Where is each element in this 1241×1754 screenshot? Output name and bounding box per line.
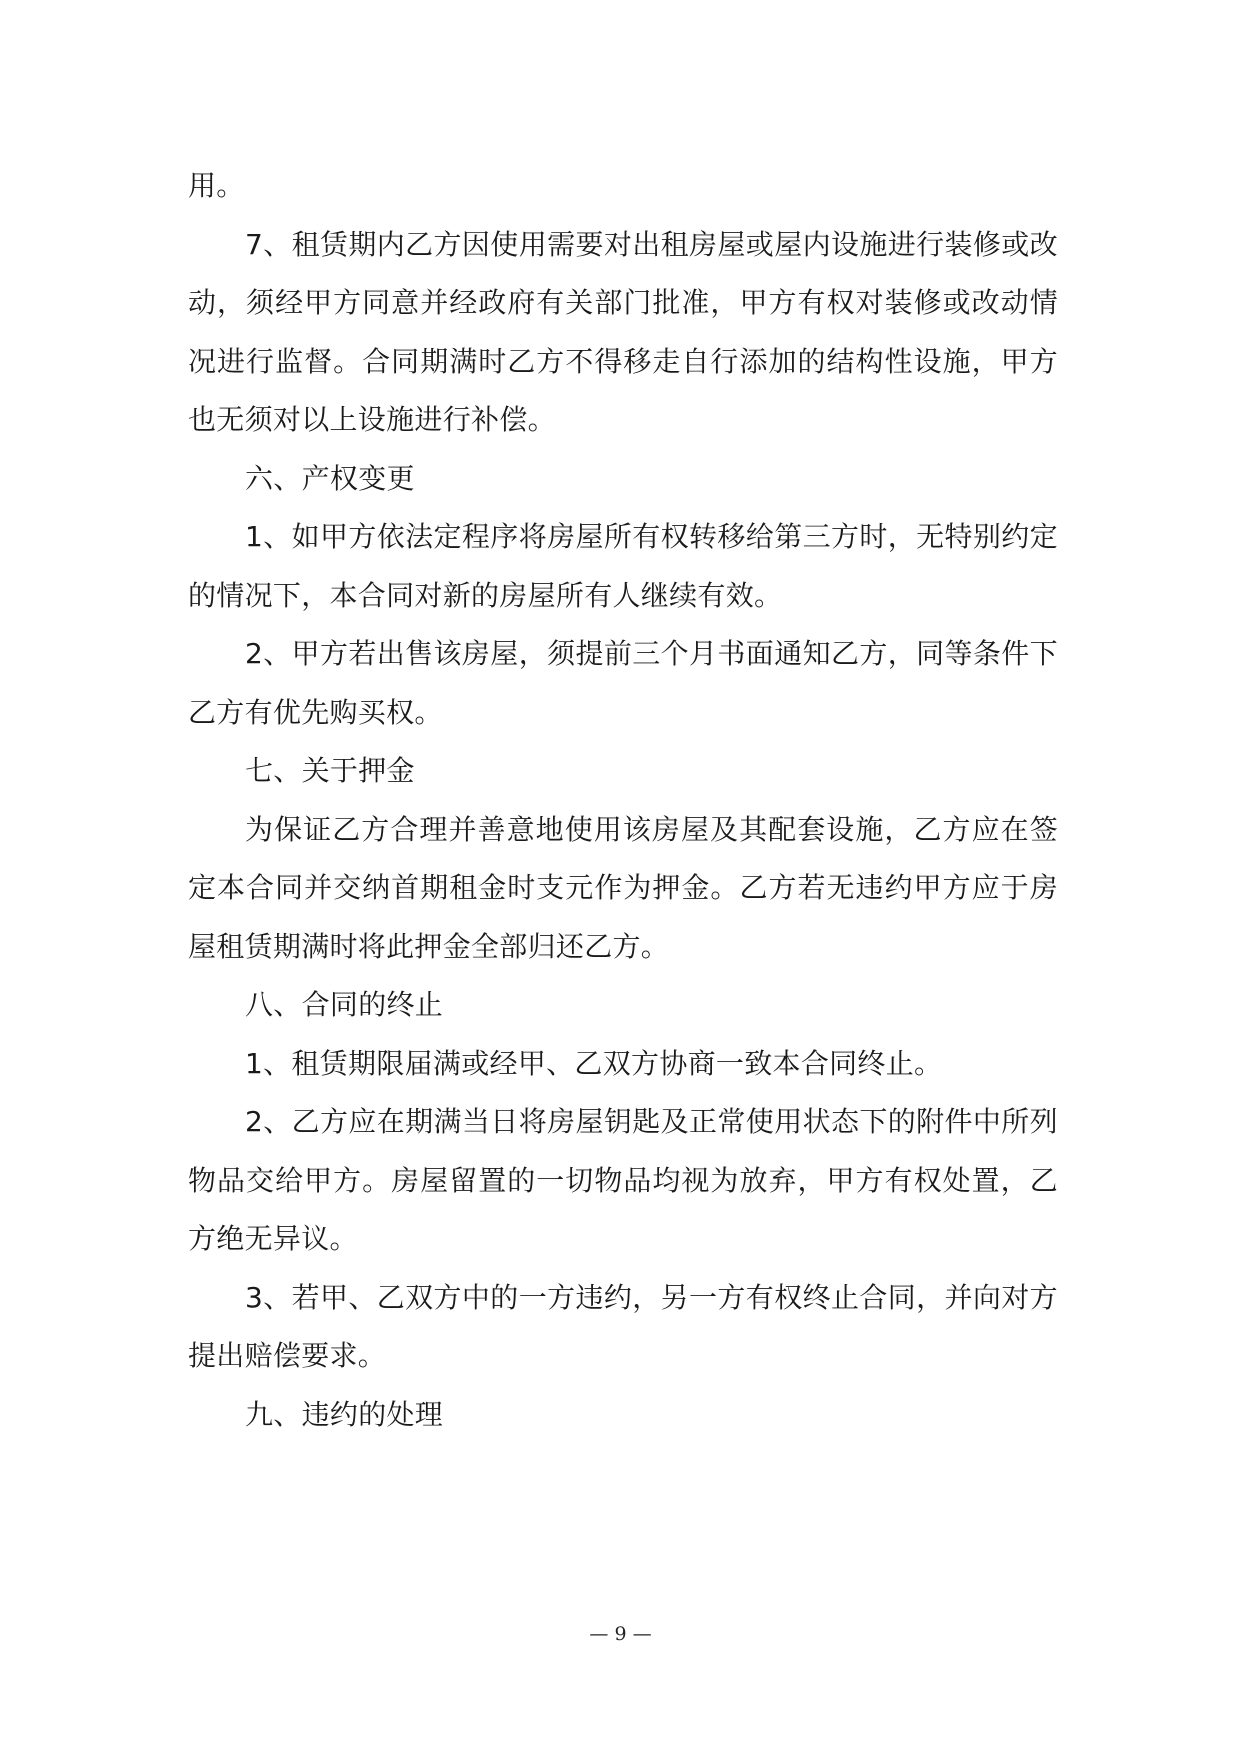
- page-number: — 9 —: [589, 1623, 652, 1645]
- section-heading-breach: 九、违约的处理: [245, 1397, 444, 1431]
- document-body: [188, 157, 1058, 1444]
- paragraph-clause-7: 7、租赁期内乙方因使用需要对出租房屋或屋内设施进行装修或改动，须经甲方同意并经政府有关部门批准，甲方有权对装修或改动情况进行监督。合同期满时乙方不得移走自行添加的结构性设施，甲方也无须对以上设施进行补偿。: [188, 227, 1058, 436]
- paragraph-clause-8-3: 3、若甲、乙双方中的一方违约，另一方有权终止合同，并向对方提出赔偿要求。: [188, 1280, 1058, 1372]
- section-heading-property-change: 六、产权变更: [245, 461, 415, 495]
- section-heading-termination: 八、合同的终止: [245, 988, 444, 1021]
- paragraph-clause-8-1: 1、租赁期限届满或经甲、乙双方协商一致本合同终止。: [245, 1046, 943, 1080]
- paragraph-deposit: 为保证乙方合理并善意地使用该房屋及其配套设施，乙方应在签定本合同并交纳首期租金时支元作为押金。乙方若无违约甲方应于房屋租赁期满时将此押金全部归还乙方。: [188, 812, 1058, 963]
- paragraph-clause-8-2: 2、乙方应在期满当日将房屋钥匙及正常使用状态下的附件中所列物品交给甲方。房屋留置的一切物品均视为放弃，甲方有权处置，乙方绝无异议。: [188, 1105, 1058, 1255]
- section-heading-deposit: 七、关于押金: [245, 754, 415, 787]
- paragraph-clause-6-1: 1、如甲方依法定程序将房屋所有权转移给第三方时，无特别约定的情况下，本合同对新的房屋所有人继续有效。: [188, 520, 1058, 612]
- paragraph-continuation: 用。: [188, 169, 245, 202]
- paragraph-clause-6-2: 2、甲方若出售该房屋，须提前三个月书面通知乙方，同等条件下乙方有优先购买权。: [188, 637, 1058, 729]
